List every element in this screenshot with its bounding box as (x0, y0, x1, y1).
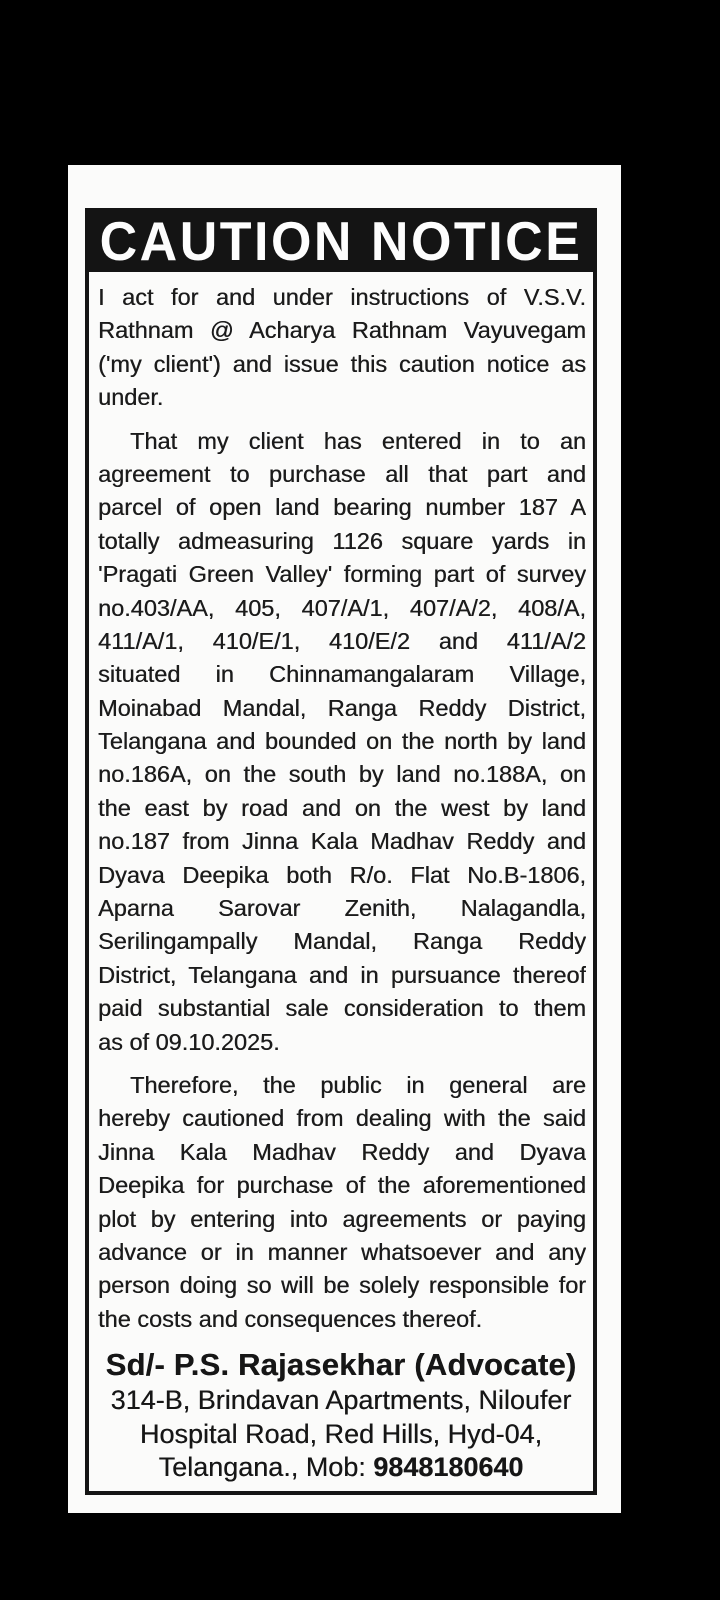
notice-text-line: advance or in manner whatsoever and any (98, 1238, 586, 1265)
notice-text-line: 'Pragati Green Valley' forming part of survey (98, 561, 586, 588)
notice-text-line: parcel of open land bearing number 187 A (98, 494, 586, 521)
notice-text-line: Therefore, the public in general are (130, 1071, 586, 1098)
notice-text-line: Dyava Deepika both R/o. Flat No.B-1806, (98, 861, 586, 888)
notice-text-line: ('my client') and issue this caution notice as (98, 350, 586, 377)
notice-text-line: Rathnam @ Acharya Rathnam Vayuvegam (98, 317, 586, 344)
notice-text-line: paid substantial sale consideration to them (98, 995, 586, 1022)
contact-phone: 9848180640 (373, 1452, 524, 1483)
signatory-name: Sd/- P.S. Rajasekhar (Advocate) (105, 1347, 577, 1383)
notice-text-line: no.186A, on the south by land no.188A, on (98, 761, 586, 788)
signatory-contact (89, 1451, 593, 1485)
notice-text-line: Aparna Sarovar Zenith, Nalagandla, (98, 895, 586, 922)
newspaper-clipping (68, 165, 621, 1513)
notice-text-line: Moinabad Mandal, Ranga Reddy District, (98, 694, 586, 721)
notice-text-line: situated in Chinnamangalaram Village, (98, 661, 586, 688)
signature-block (89, 1346, 593, 1485)
notice-text-line: Telangana and bounded on the north by land (98, 728, 586, 755)
notice-text-line: no.187 from Jinna Kala Madhav Reddy and (98, 828, 586, 855)
notice-text-line: Serilingampally Mandal, Ranga Reddy (98, 928, 586, 955)
notice-title: CAUTION NOTICE (99, 212, 583, 272)
signatory-address-line: Hospital Road, Red Hills, Hyd-04, (139, 1418, 543, 1449)
notice-paragraph (98, 425, 586, 1059)
notice-text-line: the costs and consequences thereof. (98, 1305, 483, 1332)
notice-text-line: hereby cautioned from dealing with the said (98, 1105, 586, 1132)
notice-text-line: Jinna Kala Madhav Reddy and Dyava (98, 1138, 586, 1165)
notice-text-line: plot by entering into agreements or paying (98, 1205, 586, 1232)
notice-text-line: as of 09.10.2025. (98, 1028, 280, 1055)
signatory-address (89, 1384, 593, 1451)
notice-text-line: District, Telangana and in pursuance thereof (98, 961, 586, 988)
notice-text-line: person doing so will be solely responsible for (98, 1272, 586, 1299)
notice-paragraph (98, 281, 586, 415)
contact-prefix: Telangana., Mob: (158, 1452, 374, 1483)
notice-paragraph (98, 1069, 586, 1336)
signatory-address-line: 314-B, Brindavan Apartments, Niloufer (110, 1385, 572, 1416)
notice-text-line: 411/A/1, 410/E/1, 410/E/2 and 411/A/2 (98, 627, 586, 654)
notice-header-bar (89, 212, 593, 272)
notice-text-line: agreement to purchase all that part and (98, 460, 586, 487)
notice-text-line: I act for and under instructions of V.S.V. (98, 284, 586, 310)
notice-text-line: under. (98, 384, 164, 411)
caution-notice-box (85, 208, 597, 1495)
notice-text-line: totally admeasuring 1126 square yards in (98, 527, 586, 554)
notice-text-line: Deepika for purchase of the aforementioned (98, 1172, 586, 1199)
notice-body (89, 272, 593, 1336)
notice-text-line: That my client has entered in to an (130, 427, 586, 454)
notice-text-line: no.403/AA, 405, 407/A/1, 407/A/2, 408/A, (98, 594, 586, 621)
notice-text-line: the east by road and on the west by land (98, 794, 586, 821)
